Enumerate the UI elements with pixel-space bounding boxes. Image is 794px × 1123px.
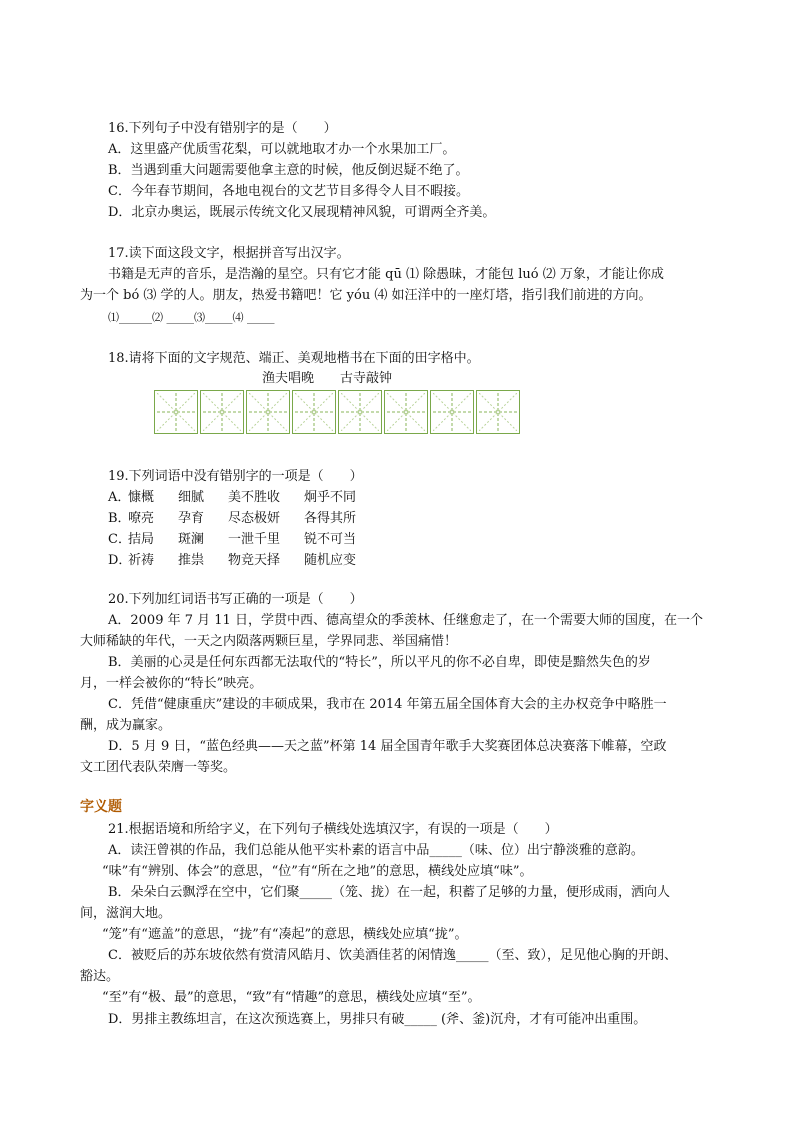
q19-option-word: 祈祷	[128, 553, 155, 568]
q17-answer-blanks: ⑴______⑵ _____⑶_____⑷ _____	[108, 311, 275, 324]
q19-option-word: 锐不可当	[304, 532, 357, 547]
q17-stem: 17.读下面这段文字，根据拼音写出汉字。	[108, 246, 350, 261]
q20-option-d-line-1: D．5 月 9 日，“蓝色经典——天之蓝”杯第 14 届全国青年歌手大奖赛团体总决赛落下帷幕，空政	[108, 739, 667, 754]
q19-option-label: A．	[108, 490, 131, 505]
q19-option-word: 随机应变	[304, 553, 357, 568]
q18-phrase: 渔夫唱晚 古寺敲钟	[262, 371, 393, 386]
q19-option-word: 一泄千里	[228, 532, 281, 547]
q19-option-word: 斑澜	[178, 532, 205, 547]
q21-option-a-line-2: “味”有“辨别、体会”的意思，“位”有“所在之地”的意思，横线处应填“味”。	[102, 864, 533, 879]
q19-option-label: B．	[108, 511, 131, 526]
q16-option-b: B．当遇到重大问题需要他拿主意的时候，他反倒迟疑不绝了。	[108, 163, 469, 178]
tianzige-guides-icon	[479, 393, 517, 431]
q20-option-d-line-2: 文工团代表队荣膺一等奖。	[80, 760, 237, 775]
q21-option-b-line-1: B．朵朵白云飘浮在空中，它们聚_____（笼、拢）在一起，积蓄了足够的力量，便形成雨，洒向人	[108, 885, 671, 900]
q19-option-word: 各得其所	[304, 511, 357, 526]
q20-option-c-line-1: C．凭借“健康重庆”建设的丰硕成果，我市在 2014 年第五届全国体育大会的主办权竞争中略胜一	[108, 697, 667, 712]
q20-option-b-line-1: B．美丽的心灵是任何东西都无法取代的“特长”，所以平凡的你不必自卑，即使是黯然失色的岁	[108, 655, 651, 670]
q21-option-a-line-1: A．读汪曾祺的作品，我们总能从他平实朴素的语言中品_____（味、位）出宁静淡雅的意韵。	[108, 843, 644, 858]
q21-stem: 21.根据语境和所给字义，在下列句子横线处选填汉字，有误的一项是（ ）	[108, 822, 558, 837]
q17-paragraph-line-1: 书籍是无声的音乐，是浩瀚的星空。只有它才能 qū ⑴ 除愚昧，才能包 luó ⑵ 万象，才能让你成	[108, 267, 664, 282]
tianzige-grid	[154, 390, 522, 434]
q19-option-word: 孕育	[178, 511, 205, 526]
q19-option-word: 拮局	[128, 532, 155, 547]
tianzige-guides-icon	[249, 393, 287, 431]
q20-option-b-line-2: 月，一样会被你的“特长”映亮。	[80, 676, 263, 691]
section-heading: 字义题	[80, 799, 122, 815]
q17-paragraph-line-2: 为一个 bó ⑶ 学的人。朋友，热爱书籍吧！它 yóu ⑷ 如汪洋中的一座灯塔，指引我们前进的方向。	[80, 288, 652, 303]
q19-option-word: 嘹亮	[128, 511, 155, 526]
tianzige-cell	[292, 390, 336, 434]
q21-option-d-line-1: D．男排主教练坦言，在这次预选赛上，男排只有破_____ (斧、釜)沉舟，才有可能冲出重围。	[108, 1012, 647, 1027]
tianzige-cell	[200, 390, 244, 434]
q20-option-a-line-1: A．2009 年 7 月 11 日，学贯中西、德高望众的季羡林、任继愈走了，在一个需要大师的国度，在一个	[108, 613, 703, 628]
q21-option-b-line-2: 间，滋润大地。	[80, 906, 172, 921]
q19-option-label: C．	[108, 532, 131, 547]
q21-option-c-line-3: “至”有“极、最”的意思，“致”有“情趣”的意思，横线处应填“至”。	[102, 990, 481, 1005]
tianzige-guides-icon	[295, 393, 333, 431]
q16-option-a: A．这里盛产优质雪花梨，可以就地取才办一个水果加工厂。	[108, 142, 456, 157]
tianzige-cell	[476, 390, 520, 434]
q16-option-d: D．北京办奥运，既展示传统文化又展现精神风貌，可谓两全齐美。	[108, 205, 496, 220]
q16-option-c: C．今年春节期间，各地电视台的文艺节目多得令人目不暇接。	[108, 184, 469, 199]
tianzige-guides-icon	[157, 393, 195, 431]
tianzige-guides-icon	[203, 393, 241, 431]
q20-option-c-line-2: 酬，成为赢家。	[80, 718, 172, 733]
tianzige-cell	[246, 390, 290, 434]
q19-option-word: 美不胜收	[228, 490, 281, 505]
tianzige-cell	[154, 390, 198, 434]
q19-option-word: 尽态极妍	[228, 511, 281, 526]
tianzige-guides-icon	[341, 393, 379, 431]
tianzige-guides-icon	[387, 393, 425, 431]
q19-option-word: 炯乎不同	[304, 490, 357, 505]
q20-stem: 20.下列加红词语书写正确的一项是（ ）	[108, 592, 363, 607]
q19-option-word: 细腻	[178, 490, 205, 505]
q19-option-word: 物竞天择	[228, 553, 281, 568]
tianzige-guides-icon	[433, 393, 471, 431]
q19-stem: 19.下列词语中没有错别字的一项是（ ）	[108, 469, 363, 484]
q21-option-b-line-3: “笼”有“遮盖”的意思，“拢”有“凑起”的意思，横线处应填“拢”。	[102, 927, 468, 942]
tianzige-cell	[338, 390, 382, 434]
q19-option-label: D．	[108, 553, 132, 568]
q21-option-c-line-1: C．被贬后的苏东坡依然有赏清风皓月、饮美酒佳茗的闲情逸_____（至、致），足见他心胸的开朗、	[108, 948, 677, 963]
q18-stem: 18.请将下面的文字规范、端正、美观地楷书在下面的田字格中。	[108, 351, 480, 366]
tianzige-cell	[430, 390, 474, 434]
tianzige-cell	[384, 390, 428, 434]
q20-option-a-line-2: 大师稀缺的年代，一天之内陨落两颗巨星，学界同悲、举国痛惜！	[80, 634, 458, 649]
q21-option-c-line-2: 豁达。	[80, 969, 120, 984]
q19-option-word: 慷概	[128, 490, 155, 505]
q19-option-word: 推祟	[178, 553, 205, 568]
q16-stem: 16.下列句子中没有错别字的是（ ）	[108, 121, 337, 136]
